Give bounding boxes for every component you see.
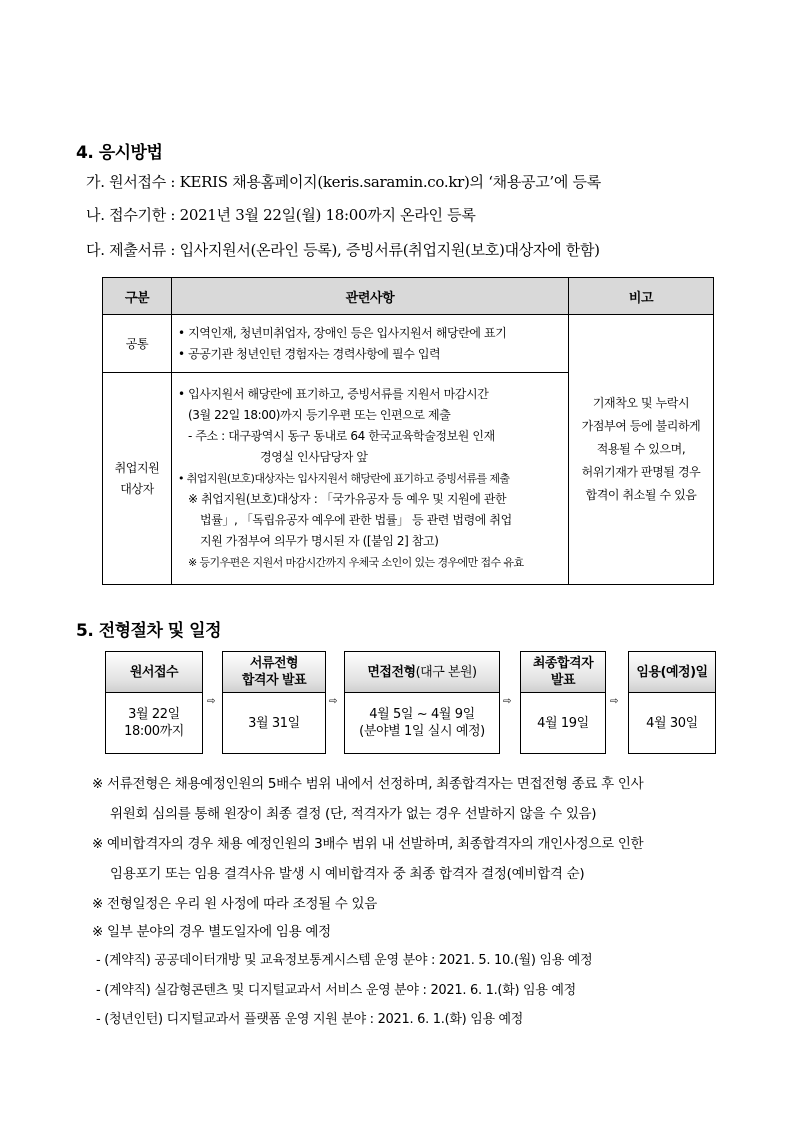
note-line: 위원회 심의를 통해 원장이 최종 결정 (단, 적격자가 없는 경우 선발하지 않을 수 있음) <box>110 806 597 822</box>
step-final-announcement <box>520 651 606 754</box>
table-header-row <box>103 278 714 315</box>
note-line: ※ 전형일정은 우리 원 사정에 따라 조정될 수 있음 <box>92 896 378 912</box>
header-remarks: 비고 <box>569 278 714 315</box>
list-item: 지원 가점부여 의무가 명시된 자 ([붙임 2] 참고) <box>200 534 439 548</box>
step-body: 4월 30일 <box>646 715 698 731</box>
appointment-item: - (계약직) 공공데이터개방 및 교육정보통계시스템 운영 분야 : 2021. 5. 10.(월) 임용 예정 <box>96 953 593 968</box>
arrow-right-icon: ⇨ <box>503 696 512 707</box>
remark-line: 기재착오 및 누락시 <box>592 396 690 410</box>
list-item: • 공공기관 청년인턴 경험자는 경력사항에 필수 입력 <box>178 346 441 361</box>
header-category: 구분 <box>103 278 172 315</box>
table-row <box>103 315 714 373</box>
step-appointment <box>628 651 716 754</box>
step-body: 4월 19일 <box>537 715 589 731</box>
section-4-title: 4. 응시방법 <box>76 143 163 163</box>
section-5-title: 5. 전형절차 및 일정 <box>76 621 221 641</box>
appointment-item: - (계약직) 실감형콘텐츠 및 디지털교과서 서비스 운영 분야 : 2021. 6. 1.(화) 임용 예정 <box>96 983 576 998</box>
row-target-category <box>103 373 172 585</box>
header-details: 관련사항 <box>172 278 569 315</box>
category-line: 대상자 <box>120 481 154 496</box>
category-line: 취업지원 <box>114 460 160 475</box>
step-head: 최종합격자 발표 <box>521 652 605 693</box>
documents-table <box>102 277 714 585</box>
list-item: - 주소 : 대구광역시 동구 동내로 64 한국교육학술정보원 인재 <box>188 429 495 443</box>
remarks-cell <box>569 315 714 585</box>
row-common-category: 공통 <box>103 315 172 373</box>
apply-method-line-2: 나. 접수기한 : 2021년 3월 22일(월) 18:00까지 온라인 등록 <box>86 206 476 224</box>
list-item: ※ 등기우편은 지원서 마감시간까지 우체국 소인이 있는 경우에만 접수 유효 <box>188 556 524 569</box>
note-line: ※ 일부 분야의 경우 별도일자에 임용 예정 <box>92 924 331 940</box>
list-item: 경영실 인사담당자 앞 <box>260 450 368 464</box>
list-item: (3월 22일 18:00)까지 등기우편 또는 인편으로 제출 <box>188 408 451 422</box>
remark-line: 합격이 취소될 수 있음 <box>585 488 697 502</box>
note-line: ※ 서류전형은 채용예정인원의 5배수 범위 내에서 선정하며, 최종합격자는 면접전형 종료 후 인사 <box>92 776 644 792</box>
list-item: • 취업지원(보호)대상자는 입사지원서 해당란에 표기하고 증빙서류를 제출 <box>178 472 510 485</box>
list-item: 법률」, 「독립유공자 예우에 관한 법률」 등 관련 법령에 취업 <box>200 513 512 527</box>
row-target-details <box>172 373 569 585</box>
row-common-details <box>172 315 569 373</box>
step-head: 서류전형 합격자 발표 <box>223 652 325 693</box>
remark-line: 가점부여 등에 불리하게 <box>581 419 701 433</box>
step-head: 임용(예정)일 <box>629 652 715 693</box>
step-interview <box>344 651 500 754</box>
remark-line: 적용될 수 있으며, <box>596 442 686 456</box>
list-item: • 입사지원서 해당란에 표기하고, 증빙서류를 지원서 마감시간 <box>178 387 489 401</box>
step-body: 3월 31일 <box>248 715 300 731</box>
note-line: ※ 예비합격자의 경우 채용 예정인원의 3배수 범위 내 선발하며, 최종합격자의 개인사정으로 인한 <box>92 836 644 852</box>
appointment-item: - (청년인턴) 디지털교과서 플랫폼 운영 지원 분야 : 2021. 6. 1.(화) 임용 예정 <box>96 1012 524 1027</box>
apply-method-line-3: 다. 제출서류 : 입사지원서(온라인 등록), 증빙서류(취업지원(보호)대상자에 한함) <box>86 241 600 259</box>
step-head: 원서접수 <box>106 652 202 693</box>
step-application <box>105 651 203 754</box>
arrow-right-icon: ⇨ <box>610 696 619 707</box>
step-body: 4월 5일 ~ 4월 9일 (분야별 1일 실시 예정) <box>359 707 485 739</box>
step-head: 면접전형 (대구 본원) <box>345 652 499 693</box>
remark-line: 허위기재가 판명될 경우 <box>581 465 701 479</box>
arrow-right-icon: ⇨ <box>329 696 338 707</box>
arrow-right-icon: ⇨ <box>207 696 216 707</box>
apply-method-line-1: 가. 원서접수 : KERIS 채용홈페이지(keris.saramin.co.kr)의 ‘채용공고’에 등록 <box>86 173 601 191</box>
list-item: • 지역인재, 청년미취업자, 장애인 등은 입사지원서 해당란에 표기 <box>178 325 507 340</box>
note-line: 임용포기 또는 임용 결격사유 발생 시 예비합격자 중 최종 합격자 결정(예비합격 순) <box>110 866 585 882</box>
list-item: ※ 취업지원(보호)대상자 : 「국가유공자 등 예우 및 지원에 관한 <box>188 492 507 506</box>
step-body: 3월 22일 18:00까지 <box>124 707 184 739</box>
step-document-screening <box>222 651 326 754</box>
